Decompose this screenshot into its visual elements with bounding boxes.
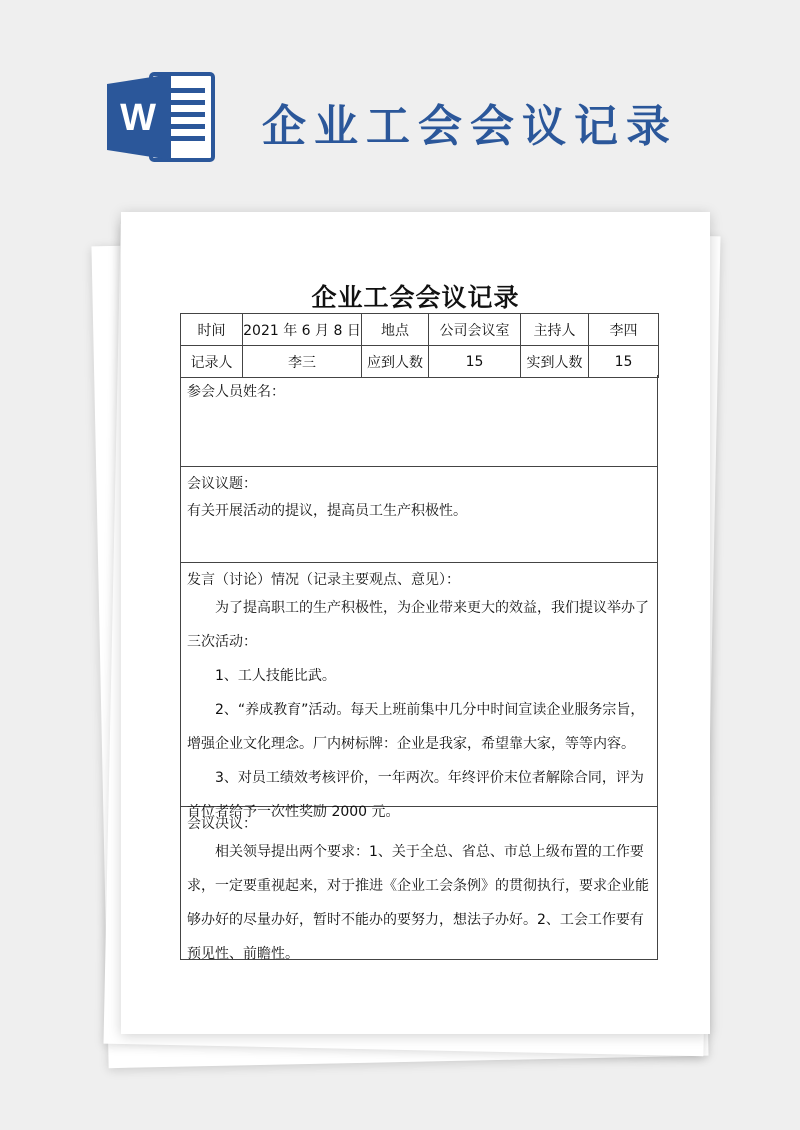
expected-count-value: 15 (429, 346, 521, 378)
speech-paragraph: 为了提高职工的生产积极性，为企业带来更大的效益，我们提议举办了三次活动： (187, 600, 649, 650)
host-label: 主持人 (521, 314, 589, 346)
recorder-label: 记录人 (181, 346, 243, 378)
place-label: 地点 (362, 314, 429, 346)
svg-text:W: W (120, 97, 156, 139)
table-row (181, 314, 659, 346)
place-value: 公司会议室 (429, 314, 521, 346)
speech-paragraph: 3、对员工绩效考核评价，一年两次。年终评价末位者解除合同，评为首位者给予一次性奖励 2000 元。 (187, 770, 644, 820)
expected-count-label: 应到人数 (362, 346, 429, 378)
time-label: 时间 (181, 314, 243, 346)
resolution-text: 相关领导提出两个要求：1、关于全总、省总、市总上级布置的工作要求，一定要重视起来，对于推进《企业工会条例》的贯彻执行，要求企业能够办好的尽量办好，暂时不能办的要努力，想法子办好。2、工会工作要有预见性、前瞻性。 (187, 844, 649, 962)
topic-text: 有关开展活动的提议，提高员工生产积极性。 (187, 503, 467, 519)
speech-paragraph: 2、“养成教育”活动。每天上班前集中几分中时间宣读企业服务宗旨，增强企业文化理念。厂内树标牌：企业是我家，希望靠大家，等等内容。 (187, 702, 645, 752)
attendees-label: 参会人员姓名： (187, 384, 285, 400)
host-value: 李四 (589, 314, 659, 346)
topic-label: 会议议题： (187, 476, 257, 492)
resolution-label: 会议决议： (187, 816, 257, 832)
resolution-section (180, 807, 658, 960)
attendees-section (180, 375, 658, 467)
document-title: 企业工会会议记录 (311, 283, 520, 312)
actual-count-label: 实到人数 (521, 346, 589, 378)
banner-title: 企业工会会议记录 (262, 101, 678, 152)
topic-section (180, 467, 658, 563)
table-row (181, 346, 659, 378)
time-value: 2021 年 6 月 8 日 (243, 314, 362, 346)
meeting-info-table (180, 313, 659, 378)
actual-count-value: 15 (589, 346, 659, 378)
document-page (121, 212, 710, 1034)
speech-section (180, 563, 658, 820)
header-banner (0, 0, 800, 200)
word-icon (107, 70, 215, 164)
speech-paragraph: 1、工人技能比武。 (215, 668, 336, 684)
speech-label: 发言（讨论）情况（记录主要观点、意见）： (187, 572, 460, 588)
recorder-value: 李三 (243, 346, 362, 378)
